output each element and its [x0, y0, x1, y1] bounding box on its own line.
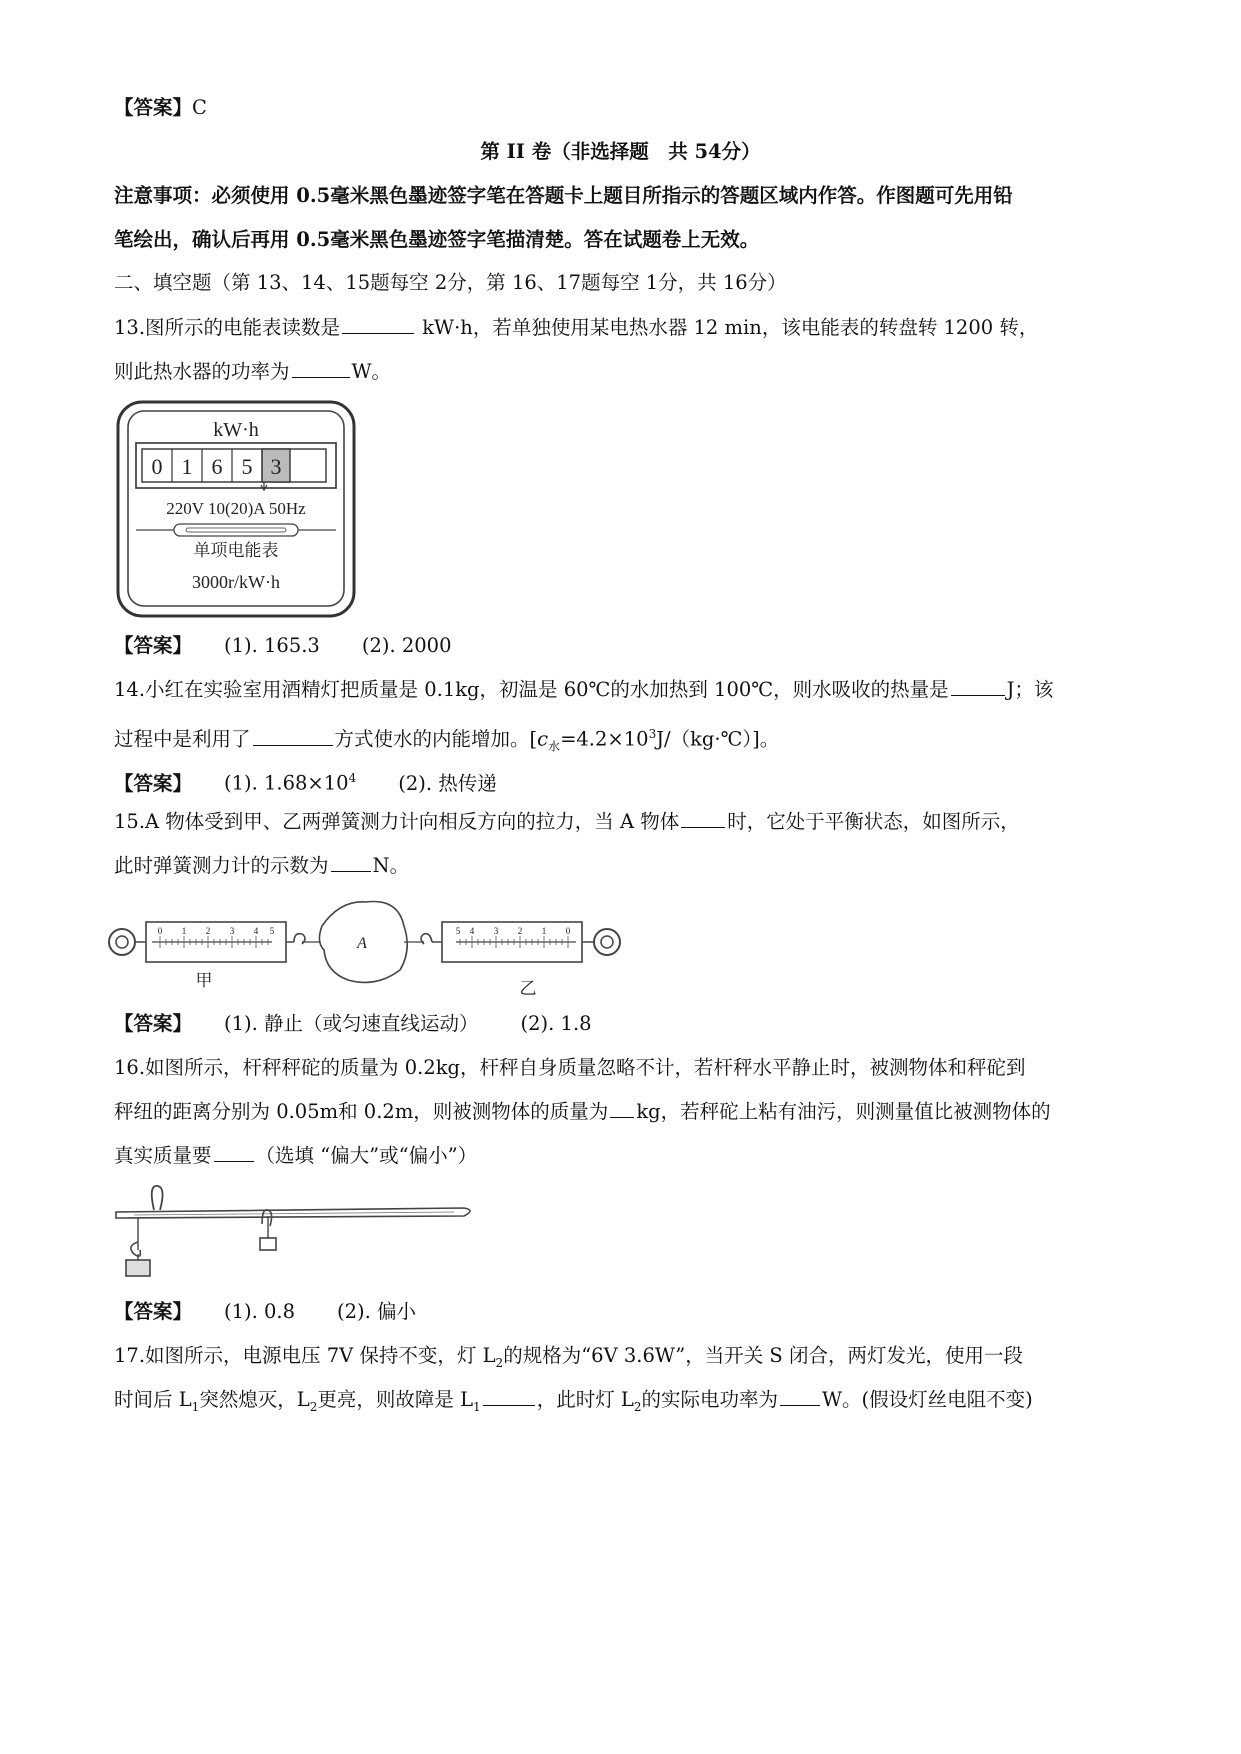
meter-rate: 3000r/kW·h: [192, 572, 280, 592]
steelyard-hook: [131, 1242, 141, 1256]
meter-digit: 5: [241, 454, 253, 479]
q17-text: 2: [309, 1399, 318, 1414]
spring-scale-figure: [104, 886, 634, 998]
meter-digit: 0: [151, 454, 163, 479]
q13-answer: [114, 632, 494, 660]
answer-tag: 【答案】: [114, 1012, 193, 1035]
answer-tag: 【答案】: [114, 634, 193, 657]
q17-line-1: [114, 1342, 1023, 1377]
q17-text: 时间后 L: [114, 1388, 192, 1411]
q16-text: 真实质量要: [114, 1144, 212, 1167]
q13-text: W。: [351, 360, 392, 383]
q17-text: 突然熄灭，L: [199, 1388, 310, 1411]
q15-text: N。: [372, 854, 410, 877]
answer-item: (2). 热传递: [398, 771, 497, 795]
answer-blank: [292, 359, 350, 378]
q16-answer: [114, 1298, 458, 1326]
answer-blank: [681, 809, 725, 828]
steelyard-figure: [114, 1182, 484, 1292]
q16-line-1: 16.如图所示，杆秤秤砣的质量为 0.2kg，杆秤自身质量忽略不计，若杆秤水平静止时，被测物体和秤砣到: [114, 1056, 1026, 1079]
answer-item: (1). 0.8: [224, 1300, 296, 1323]
answer-blank: [342, 315, 414, 334]
object-a-label: A: [357, 935, 367, 952]
q17-text: 更亮，则故障是 L: [317, 1388, 474, 1411]
q14-text: J；该: [1006, 678, 1054, 701]
answer-tag: 【答案】: [114, 96, 193, 119]
scale-number: 3: [229, 926, 235, 936]
q17-text: 17.如图所示，电源电压 7V 保持不变，灯 L: [114, 1344, 496, 1367]
notice-line-1: 注意事项：必须使用 0.5毫米黑色墨迹签字笔在答题卡上题目所指示的答题区域内作答。作图题可先用铅: [114, 184, 1013, 207]
steelyard-knob: [152, 1186, 163, 1210]
answer-item: (2). 1.8: [520, 1012, 592, 1035]
part2-heading: 二、填空题（第 13、14、15题每空 2分，第 16、17题每空 1分，共 16分）: [114, 271, 787, 294]
measured-object: [126, 1260, 150, 1276]
q17-text: W。(假设灯丝电阻不变): [822, 1388, 1033, 1411]
q14-text: 方式使水的内能增加。[: [334, 727, 538, 751]
q16-text: （选填 “偏大”或“偏小”）: [255, 1144, 478, 1167]
scale-number: 0: [565, 926, 571, 936]
meter-digit: 3: [270, 454, 282, 479]
answer-blank: [331, 853, 371, 872]
electric-meter-figure: [114, 398, 358, 620]
q17-text: 1: [473, 1399, 481, 1414]
scale-number: 2: [205, 926, 211, 936]
meter-spec: 220V 10(20)A 50Hz: [166, 499, 306, 518]
answer-item: (1). 静止（或匀速直线运动）: [224, 1012, 479, 1035]
q15-line-2: [114, 852, 409, 880]
answer-text: 4: [348, 771, 357, 785]
q15-text: 时，它处于平衡状态，如图所示，: [727, 810, 1020, 833]
answer-value: C: [192, 96, 207, 119]
section-title: 第 II 卷（非选择题 共 54分）: [480, 140, 761, 163]
notice-line-2: 笔绘出，确认后再用 0.5毫米黑色墨迹签字笔描清楚。答在试题卷上无效。: [114, 228, 760, 251]
answer-item: (2). 偏小: [337, 1300, 417, 1323]
q15-answer: [114, 1010, 634, 1038]
q16-line-2: [114, 1098, 1051, 1126]
scale-label-jia: 甲: [195, 971, 213, 990]
q13-text: 13.图所示的电能表读数是: [114, 316, 341, 339]
q14-text: 过程中是利用了: [114, 727, 251, 751]
q17-line-2: [114, 1386, 1033, 1421]
q16-text: 秤纽的距离分别为 0.05m和 0.2m，则被测物体的质量为: [114, 1100, 609, 1123]
answer-blank: [253, 727, 333, 746]
q14-line-2: [114, 720, 779, 760]
answer-blank: [214, 1143, 254, 1162]
answer-blank: [483, 1387, 535, 1406]
q14-text: =4.2×10: [560, 727, 649, 751]
q14-line-1: [114, 676, 1053, 704]
q14-text: c: [537, 727, 549, 751]
q17-text: 2: [633, 1399, 642, 1414]
answer-item: (2). 2000: [361, 634, 452, 657]
q16-text: kg，若秤砣上粘有油污，则测量值比被测物体的: [636, 1100, 1051, 1123]
scale-number: 1: [181, 926, 187, 936]
scale-number: 4: [253, 926, 259, 936]
q17-text: ，此时灯 L: [536, 1388, 634, 1411]
q17-text: 的规格为“6V 3.6W”，当开关 S 闭合，两灯发光，使用一段: [503, 1344, 1023, 1367]
q13-text: kW·h，若单独使用某电热水器 12 min，该电能表的转盘转 1200 转，: [416, 316, 1039, 339]
q14-text: 3: [648, 727, 657, 741]
steelyard-rod: [116, 1208, 470, 1218]
answer-blank: [780, 1387, 820, 1406]
scale-number: 1: [541, 926, 547, 936]
q13-line-2: [114, 358, 391, 386]
answer-text: (1). 1.68×10: [224, 771, 349, 795]
scale-number: 2: [517, 926, 523, 936]
q15-line-1: [114, 808, 1020, 836]
counterweight: [260, 1238, 276, 1250]
scale-number: 3: [493, 926, 499, 936]
scale-number: 5: [455, 926, 461, 936]
q14-answer: [114, 764, 539, 798]
q13-text: 则此热水器的功率为: [114, 360, 290, 383]
scale-number: 5: [269, 926, 275, 936]
q15-text: 15.A 物体受到甲、乙两弹簧测力计向相反方向的拉力，当 A 物体: [114, 810, 680, 833]
meter-digit: 6: [211, 454, 223, 479]
meter-name: 单项电能表: [193, 541, 279, 560]
top-answer: [114, 94, 207, 122]
answer-blank: [610, 1099, 634, 1118]
meter-unit-label: kW·h: [213, 419, 259, 441]
scale-label-yi: 乙: [519, 979, 537, 998]
answer-item: [224, 764, 356, 798]
q17-text: 2: [495, 1355, 504, 1370]
meter-digit: 1: [181, 454, 193, 479]
q17-text: 1: [191, 1399, 200, 1414]
answer-tag: 【答案】: [114, 1300, 193, 1323]
q14-text: J/（kg·℃）]。: [656, 727, 780, 751]
q16-line-3: [114, 1142, 477, 1170]
answer-tag: 【答案】: [114, 771, 193, 795]
q15-text: 此时弹簧测力计的示数为: [114, 854, 329, 877]
q14-text: 水: [548, 739, 561, 754]
scale-number: 4: [469, 926, 475, 936]
answer-item: (1). 165.3: [224, 634, 320, 657]
q14-text: 14.小红在实验室用酒精灯把质量是 0.1kg，初温是 60℃的水加热到 100℃，则水吸收的热量是: [114, 678, 949, 701]
q13-line-1: [114, 314, 1038, 342]
scale-number: 0: [157, 926, 163, 936]
q17-text: 的实际电功率为: [641, 1388, 778, 1411]
answer-blank: [951, 677, 1005, 696]
